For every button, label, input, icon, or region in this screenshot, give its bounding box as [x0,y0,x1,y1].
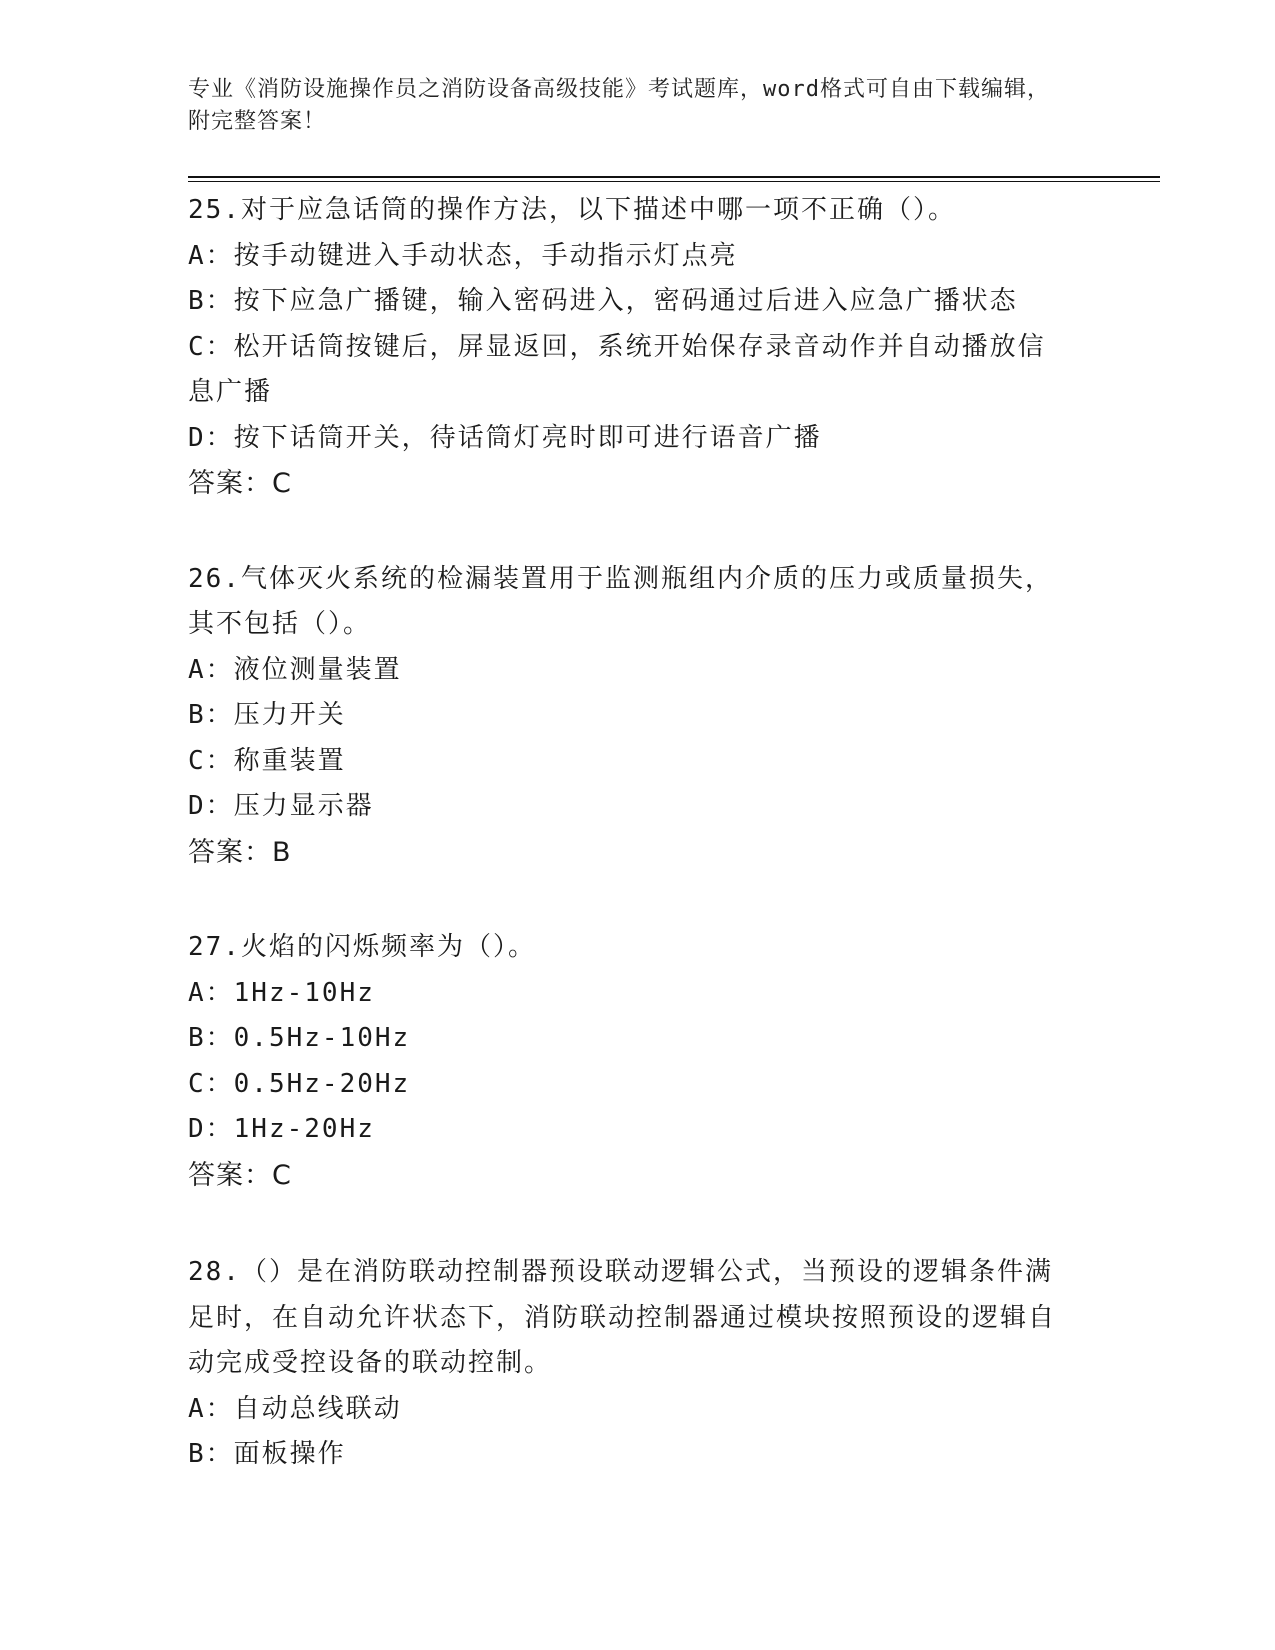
question-25 [188,188,1088,507]
option-b: B：按下应急广播键，输入密码进入，密码通过后进入应急广播状态 [188,286,1018,316]
option-b: B：面板操作 [188,1439,346,1469]
option-a: A：按手动键进入手动状态，手动指示灯点亮 [188,240,738,271]
option-a: A：自动总线联动 [188,1393,402,1424]
question-stem: 25.对于应急话筒的操作方法，以下描述中哪一项不正确（）。 [188,195,956,225]
answer-label: 答案：C [188,468,292,499]
answer-label: 答案：B [188,836,292,868]
question-27 [188,925,1088,1198]
option-c: C：称重装置 [188,745,346,776]
option-d: D：压力显示器 [188,791,374,821]
header-divider-thick [188,176,1160,178]
option-a: A：液位测量装置 [188,654,402,685]
question-28 [188,1250,1088,1478]
option-d: D：按下话筒开关，待话筒灯亮时即可进行语音广播 [188,422,822,453]
question-stem: 26.气体灭火系统的检漏装置用于监测瓶组内介质的压力或质量损失，其不包括（）。 [188,563,1053,639]
option-a: A：1Hz-10Hz [188,977,375,1008]
option-c: C：0.5Hz-20Hz [188,1068,411,1099]
option-b: B：0.5Hz-10Hz [188,1023,411,1053]
option-d: D：1Hz-20Hz [188,1114,375,1144]
question-list [188,188,1088,1528]
answer-label: 答案：C [188,1159,292,1191]
question-26 [188,557,1088,876]
option-c: C：松开话筒按键后，屏显返回，系统开始保存录音动作并自动播放信息广播 [188,331,1046,407]
question-stem: 28.（）是在消防联动控制器预设联动逻辑公式，当预设的逻辑条件满足时，在自动允许状态下，消防联动控制器通过模块按照预设的逻辑自动完成受控设备的联动控制。 [188,1257,1057,1378]
question-stem: 27.火焰的闪烁频率为（）。 [188,932,536,962]
document-header: 专业《消防设施操作员之消防设备高级技能》考试题库，word格式可自由下载编辑，附完整答案！ [188,77,1050,134]
option-b: B：压力开关 [188,700,346,730]
header-divider-thin [188,181,1160,182]
